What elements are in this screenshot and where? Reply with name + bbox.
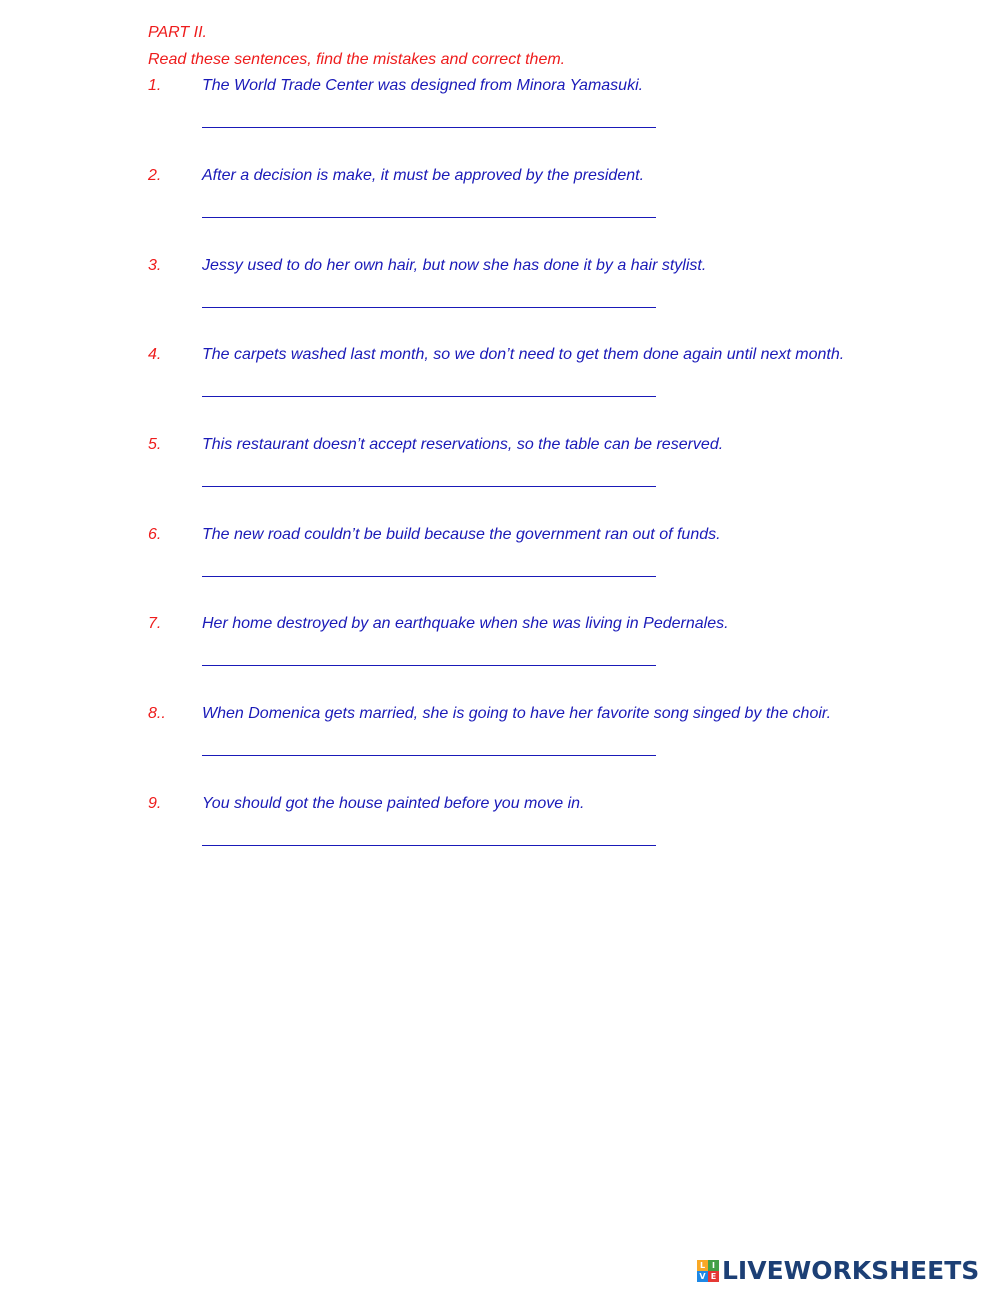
question-number: 8.. xyxy=(148,705,166,722)
logo-wordmark: LIVEWORKSHEETS xyxy=(722,1256,980,1285)
question-number: 4. xyxy=(148,346,162,363)
question-number: 5. xyxy=(148,436,162,453)
question-item xyxy=(148,795,968,885)
question-sentence: The carpets washed last month, so we don’t need to get them done again until next month. xyxy=(202,346,845,363)
question-sentence: Her home destroyed by an earthquake when she was living in Pedernales. xyxy=(202,615,729,632)
question-item xyxy=(148,705,968,795)
answer-input[interactable] xyxy=(202,576,656,577)
part-title: PART II. xyxy=(148,24,207,41)
question-item xyxy=(148,436,968,526)
question-item xyxy=(148,526,968,616)
answer-input[interactable] xyxy=(202,845,656,846)
instructions: Read these sentences, find the mistakes and correct them. xyxy=(148,51,566,68)
question-item xyxy=(148,77,968,167)
answer-input[interactable] xyxy=(202,755,656,756)
question-item xyxy=(148,615,968,705)
answer-input[interactable] xyxy=(202,307,656,308)
question-sentence: When Domenica gets married, she is going to have her favorite song singed by the choir. xyxy=(202,705,832,722)
question-sentence: The new road couldn’t be build because the government ran out of funds. xyxy=(202,526,721,543)
logo-mark-icon xyxy=(697,1260,719,1282)
question-sentence: The World Trade Center was designed from Minora Yamasuki. xyxy=(202,77,644,94)
logo-mark-letter: I xyxy=(708,1260,719,1271)
question-number: 9. xyxy=(148,795,162,812)
logo-mark-letter: L xyxy=(697,1260,708,1271)
answer-input[interactable] xyxy=(202,665,656,666)
question-item xyxy=(148,167,968,257)
answer-input[interactable] xyxy=(202,396,656,397)
answer-input[interactable] xyxy=(202,217,656,218)
question-number: 7. xyxy=(148,615,162,632)
logo-mark-letter: E xyxy=(708,1271,719,1282)
question-sentence: This restaurant doesn’t accept reservations, so the table can be reserved. xyxy=(202,436,724,453)
question-sentence: Jessy used to do her own hair, but now she has done it by a hair stylist. xyxy=(202,257,707,274)
question-sentence: After a decision is make, it must be approved by the president. xyxy=(202,167,645,184)
question-number: 1. xyxy=(148,77,162,94)
question-item xyxy=(148,257,968,347)
question-number: 2. xyxy=(148,167,162,184)
question-number: 6. xyxy=(148,526,162,543)
question-item xyxy=(148,346,968,436)
question-number: 3. xyxy=(148,257,162,274)
answer-input[interactable] xyxy=(202,486,656,487)
answer-input[interactable] xyxy=(202,127,656,128)
liveworksheets-logo xyxy=(697,1258,979,1284)
logo-mark-letter: V xyxy=(697,1271,708,1282)
question-sentence: You should got the house painted before you move in. xyxy=(202,795,585,812)
